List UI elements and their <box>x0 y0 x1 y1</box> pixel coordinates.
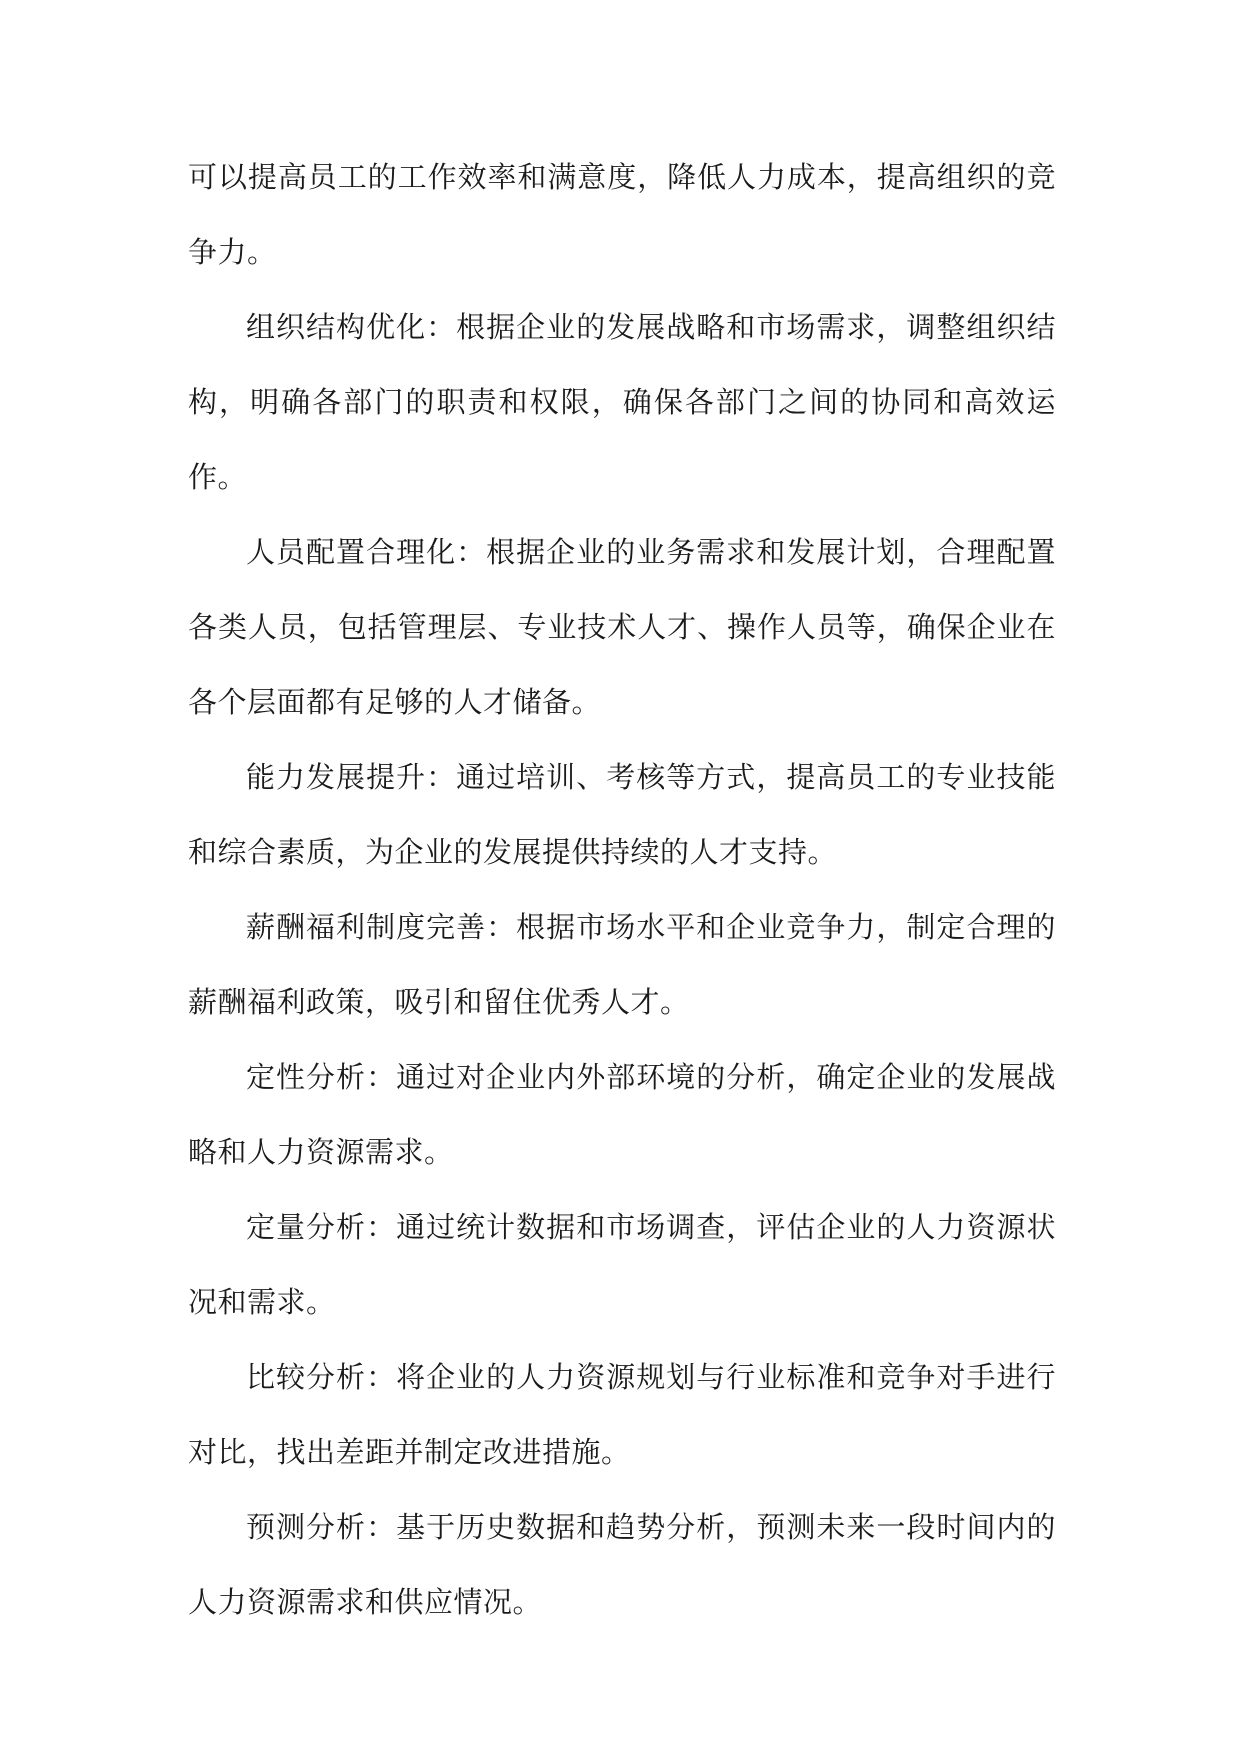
paragraph-quantitative: 定量分析：通过统计数据和市场调查，评估企业的人力资源状况和需求。 <box>188 1210 1056 1319</box>
paragraph-forecast: 预测分析：基于历史数据和趋势分析，预测未来一段时间内的人力资源需求和供应情况。 <box>188 1510 1056 1619</box>
paragraph-compensation: 薪酬福利制度完善：根据市场水平和企业竞争力，制定合理的薪酬福利政策，吸引和留住优秀人才。 <box>188 910 1056 1019</box>
paragraph-continuation: 可以提高员工的工作效率和满意度，降低人力成本，提高组织的竞争力。 <box>188 160 1056 269</box>
paragraph-qualitative: 定性分析：通过对企业内外部环境的分析，确定企业的发展战略和人力资源需求。 <box>188 1060 1056 1169</box>
document-body <box>188 140 1056 1640</box>
paragraph-org-structure: 组织结构优化：根据企业的发展战略和市场需求，调整组织结构，明确各部门的职责和权限，确保各部门之间的协同和高效运作。 <box>188 310 1056 494</box>
paragraph-capability: 能力发展提升：通过培训、考核等方式，提高员工的专业技能和综合素质，为企业的发展提供持续的人才支持。 <box>188 760 1056 869</box>
paragraph-staffing: 人员配置合理化：根据企业的业务需求和发展计划，合理配置各类人员，包括管理层、专业技术人才、操作人员等，确保企业在各个层面都有足够的人才储备。 <box>188 535 1056 719</box>
paragraph-comparative: 比较分析：将企业的人力资源规划与行业标准和竞争对手进行对比，找出差距并制定改进措施。 <box>188 1360 1056 1469</box>
